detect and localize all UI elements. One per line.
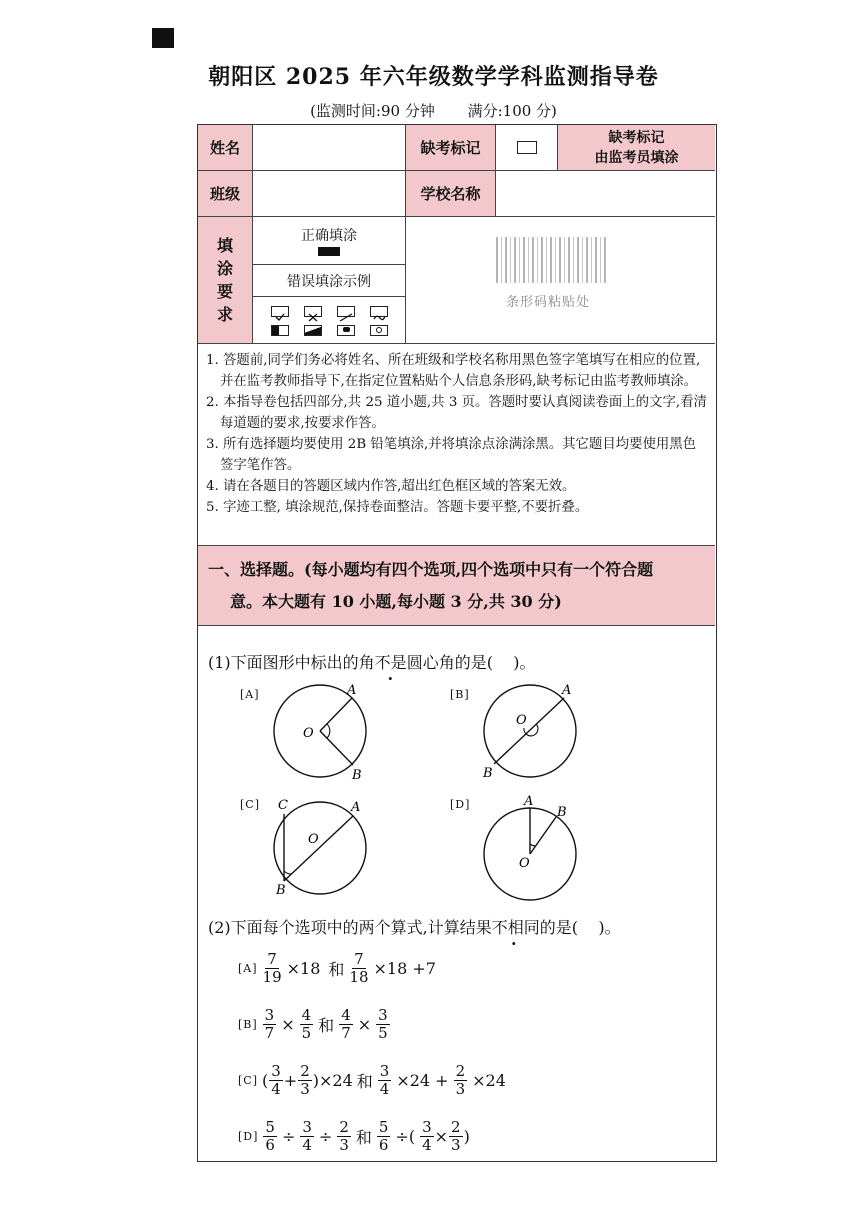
class-label: 班级 bbox=[209, 185, 240, 203]
fraction bbox=[376, 1007, 390, 1042]
check-mark-bubble-icon bbox=[271, 306, 289, 317]
numerator: 2 bbox=[451, 1118, 461, 1136]
denominator: 3 bbox=[300, 1080, 310, 1098]
barcode-icon bbox=[496, 237, 606, 283]
wrong-fill-label: 错误填涂示例 bbox=[287, 273, 371, 290]
q1-option-c-label[interactable]: [C] bbox=[240, 798, 260, 811]
label-O: O bbox=[516, 713, 527, 728]
class-input-field[interactable] bbox=[253, 171, 406, 217]
and-word: 和 bbox=[328, 960, 345, 979]
fraction bbox=[263, 1119, 277, 1154]
q2-option-c bbox=[238, 1063, 510, 1098]
absent-mark-checkbox[interactable] bbox=[517, 141, 537, 154]
barcode-placeholder bbox=[456, 225, 626, 325]
q2-answer-blank[interactable]: )。 bbox=[578, 918, 621, 937]
denominator: 7 bbox=[264, 1024, 275, 1042]
diagonal-fill-bubble-icon bbox=[304, 325, 322, 336]
operator-text: ÷( bbox=[395, 1127, 416, 1146]
section-heading-line2: 意。本大题有 10 小题,每小题 3 分,共 30 分) bbox=[230, 592, 562, 611]
fraction bbox=[300, 1119, 314, 1154]
numerator: 2 bbox=[300, 1062, 310, 1080]
q1-text-part: (1)下面图形中标出的角 bbox=[208, 653, 375, 672]
numerator: 4 bbox=[301, 1006, 312, 1024]
operator-text: ×18 +7 bbox=[373, 959, 436, 978]
wrong-fill-icons bbox=[253, 299, 406, 343]
section-heading-line1: 一、选择题。(每小题均有四个选项,四个选项中只有一个符合题 bbox=[208, 560, 654, 579]
correct-fill-label: 正确填涂 bbox=[301, 228, 357, 244]
instruction-item: 1. 答题前,同学们务必将姓名、所在班级和学校名称用黑色签字笔填写在相应的位置,并在监考教师指导下,在指定位置粘贴个人信息条形码,缺考标记由监考教师填涂。 bbox=[206, 353, 701, 389]
name-input-field[interactable] bbox=[253, 125, 406, 171]
fraction bbox=[337, 1119, 351, 1154]
q2-option-d-label[interactable]: [D] bbox=[238, 1130, 259, 1143]
denominator: 6 bbox=[265, 1136, 275, 1154]
denominator: 4 bbox=[422, 1136, 432, 1154]
label-O: O bbox=[519, 856, 530, 871]
instructions-list bbox=[198, 344, 715, 546]
q1-option-d-label[interactable]: [D] bbox=[450, 798, 471, 811]
label-B: B bbox=[557, 805, 567, 820]
numerator: 3 bbox=[422, 1118, 432, 1136]
q2-option-d bbox=[238, 1119, 470, 1154]
q1-emphasis: 不是 bbox=[374, 653, 407, 672]
fraction bbox=[454, 1063, 468, 1098]
fraction bbox=[263, 951, 282, 986]
absent-mark-label-cell bbox=[406, 125, 496, 171]
wrong-fill-label-cell bbox=[253, 265, 406, 297]
operator-text: × bbox=[434, 1127, 449, 1146]
fraction bbox=[300, 1007, 314, 1042]
name-label-cell bbox=[198, 125, 253, 171]
numerator: 7 bbox=[354, 950, 364, 968]
label-B: B bbox=[276, 883, 286, 898]
operator-text: ×18 bbox=[286, 959, 321, 978]
name-label: 姓名 bbox=[209, 139, 240, 157]
operator-text: ×24 + bbox=[396, 1071, 449, 1090]
slash-bubble-icon bbox=[337, 306, 355, 317]
numerator: 3 bbox=[264, 1006, 275, 1024]
school-label-cell bbox=[406, 171, 496, 217]
q2-option-c-label[interactable]: [C] bbox=[238, 1074, 258, 1087]
operator-text: )×24 bbox=[312, 1071, 353, 1090]
q2-text-part: 的是( bbox=[539, 918, 579, 937]
paren: ) bbox=[463, 1127, 470, 1146]
label-O: O bbox=[308, 832, 319, 847]
answer-sheet bbox=[197, 124, 717, 1162]
instruction-item: 5. 字迹工整, 填涂规范,保持卷面整洁。答题卡要平整,不要折叠。 bbox=[206, 500, 589, 515]
denominator: 18 bbox=[349, 968, 369, 986]
denominator: 3 bbox=[451, 1136, 461, 1154]
operator-text: × bbox=[281, 1015, 295, 1034]
q2-text-part: (2)下面每个选项中的两个算式,计算结果 bbox=[208, 918, 492, 937]
fraction bbox=[349, 951, 368, 986]
numerator: 2 bbox=[339, 1118, 349, 1136]
time-label: (监测时间:90 分钟 bbox=[310, 102, 435, 120]
q1-figure-d bbox=[480, 794, 590, 907]
denominator: 7 bbox=[341, 1024, 351, 1042]
absent-note-line1: 缺考标记 bbox=[608, 129, 665, 146]
fill-req-char: 求 bbox=[216, 305, 233, 325]
denominator: 6 bbox=[378, 1136, 389, 1154]
correct-fill-example bbox=[253, 217, 406, 265]
q2-option-a-label[interactable]: [A] bbox=[238, 962, 258, 975]
denominator: 5 bbox=[378, 1024, 388, 1042]
label-B: B bbox=[352, 768, 362, 783]
filled-bubble-icon bbox=[318, 247, 340, 256]
operator-text: + bbox=[283, 1071, 298, 1090]
q1-figure-a bbox=[270, 680, 380, 783]
fraction bbox=[420, 1119, 434, 1154]
score-label: 满分:100 分) bbox=[467, 102, 557, 120]
school-label: 学校名称 bbox=[420, 185, 481, 203]
q2-option-b-label[interactable]: [B] bbox=[238, 1018, 258, 1031]
numerator: 2 bbox=[455, 1062, 466, 1080]
and-word: 和 bbox=[355, 1128, 372, 1147]
label-A: A bbox=[524, 794, 534, 809]
q1-option-a-label[interactable]: [A] bbox=[240, 688, 260, 701]
dot-fill-bubble-icon bbox=[337, 325, 355, 336]
fraction bbox=[449, 1119, 463, 1154]
question-2-text bbox=[208, 915, 621, 938]
fraction bbox=[378, 1063, 392, 1098]
numerator: 7 bbox=[267, 950, 277, 968]
instruction-item: 4. 请在各题目的答题区域内作答,超出红色框区域的答案无效。 bbox=[206, 479, 576, 494]
numerator: 4 bbox=[341, 1006, 351, 1024]
absent-note-cell bbox=[558, 125, 715, 171]
q2-option-a bbox=[238, 951, 440, 986]
corner-registration-mark bbox=[152, 28, 174, 48]
fraction bbox=[377, 1119, 391, 1154]
label-C: C bbox=[278, 798, 288, 813]
question-1-text bbox=[208, 650, 536, 673]
circle-bubble-icon bbox=[370, 325, 388, 336]
fraction bbox=[298, 1063, 312, 1098]
numerator: 5 bbox=[378, 1118, 389, 1136]
q2-emphasis: 不相同 bbox=[491, 918, 540, 937]
label-A: A bbox=[347, 683, 357, 698]
q1-figure-c bbox=[270, 797, 380, 897]
fill-req-char: 要 bbox=[216, 282, 233, 301]
operator-text: ×24 bbox=[472, 1071, 506, 1090]
cross-bubble-icon bbox=[304, 306, 322, 317]
denominator: 19 bbox=[262, 968, 282, 986]
barcode-label: 条形码粘贴处 bbox=[506, 295, 591, 310]
absent-note-line2: 由监考员填涂 bbox=[594, 149, 679, 166]
numerator: 3 bbox=[302, 1118, 312, 1136]
numerator: 5 bbox=[265, 1118, 275, 1136]
fill-requirements-label bbox=[198, 217, 253, 344]
instruction-item: 3. 所有选择题均要使用 2B 铅笔填涂,并将填涂点涂满涂黑。其它题目均要使用黑色签字笔作答。 bbox=[206, 437, 697, 473]
partial-fill-bubble-icon bbox=[271, 325, 289, 336]
denominator: 3 bbox=[455, 1080, 466, 1098]
absent-mark-label: 缺考标记 bbox=[420, 139, 481, 157]
label-B: B bbox=[483, 766, 493, 781]
denominator: 3 bbox=[339, 1136, 349, 1154]
numerator: 3 bbox=[271, 1062, 281, 1080]
operator-text: ÷ bbox=[281, 1127, 296, 1146]
label-O: O bbox=[303, 726, 314, 741]
fraction bbox=[269, 1063, 283, 1098]
denominator: 4 bbox=[302, 1136, 312, 1154]
paren: ( bbox=[262, 1071, 269, 1090]
class-label-cell bbox=[198, 171, 253, 217]
fill-req-char: 涂 bbox=[216, 258, 233, 278]
operator-text: × bbox=[357, 1015, 372, 1034]
q2-option-b bbox=[238, 1007, 391, 1042]
fraction bbox=[263, 1007, 277, 1042]
page-title: 朝阳区 2025 年六年级数学学科监测指导卷 bbox=[208, 64, 659, 90]
numerator: 3 bbox=[378, 1006, 388, 1024]
fraction bbox=[339, 1007, 353, 1042]
denominator: 4 bbox=[379, 1080, 390, 1098]
exam-meta bbox=[0, 100, 867, 121]
q1-figure-b bbox=[480, 680, 590, 780]
and-word: 和 bbox=[318, 1016, 335, 1035]
label-A: A bbox=[351, 800, 361, 815]
and-word: 和 bbox=[356, 1072, 373, 1091]
numerator: 3 bbox=[379, 1062, 390, 1080]
scribble-bubble-icon bbox=[370, 306, 388, 317]
instruction-item: 2. 本指导卷包括四部分,共 25 道小题,共 3 页。答题时要认真阅读卷面上的文字,看清每道题的要求,按要求作答。 bbox=[206, 395, 707, 431]
q1-answer-blank[interactable]: )。 bbox=[492, 653, 536, 672]
denominator: 5 bbox=[301, 1024, 312, 1042]
q1-text-part: 圆心角的是( bbox=[406, 653, 493, 672]
operator-text: ÷ bbox=[318, 1127, 333, 1146]
section-heading bbox=[198, 546, 715, 626]
denominator: 4 bbox=[271, 1080, 281, 1098]
q1-option-b-label[interactable]: [B] bbox=[450, 688, 470, 701]
school-input-field[interactable] bbox=[496, 171, 715, 217]
absent-mark-box-cell bbox=[496, 125, 558, 171]
label-A: A bbox=[562, 683, 572, 698]
fill-req-char: 填 bbox=[216, 235, 233, 255]
